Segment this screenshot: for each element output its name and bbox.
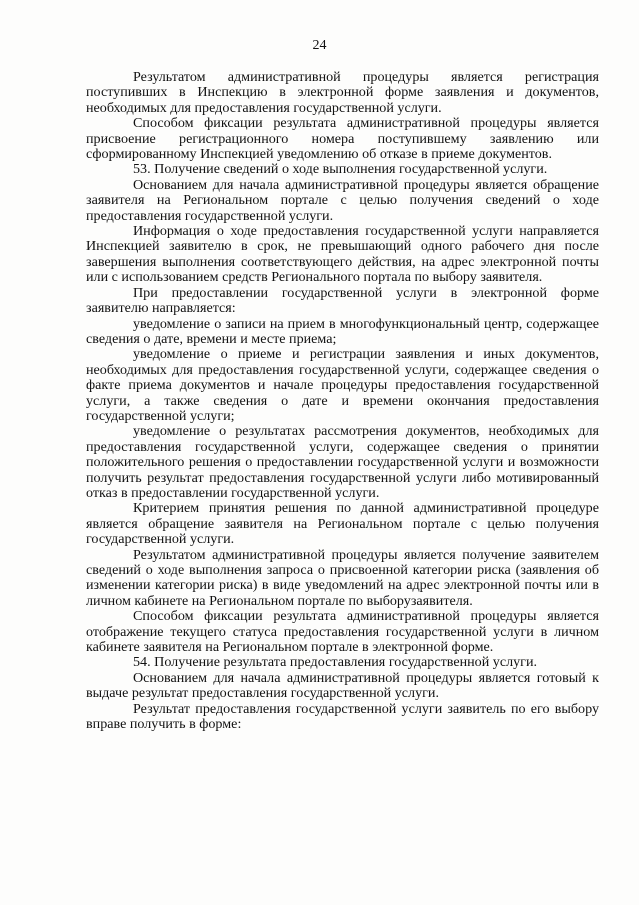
section-heading-53: 53. Получение сведений о ходе выполнения государственной услуги. [133,161,548,178]
paragraph: Результат предоставления государственной услуги заявитель по его выбору вправе получить в форме: [86,700,599,733]
paragraph: Способом фиксации результата административной процедуры является присвоение регистрационного номера поступившему заявлению или сформированному Инспекцией уведомлению об отказе в приеме документов. [86,115,599,163]
list-item: уведомление о записи на прием в многофункциональный центр, содержащее сведения о дате, времени и месте приема; [86,315,599,347]
paragraph: Критерием принятия решения по данной административной процедуре является обращение заявителя на Региональном портале с целью получения государственной услуги. [86,500,599,548]
list-item: уведомление о приеме и регистрации заявления и иных документов, необходимых для предоставления государственной услуги, содержащее сведения о факте приема документов и начале процедуры предоставления государственной услуги, а также сведения о дате и времени окончания предоставления государственной услуги; [86,346,599,424]
section-heading-54: 54. Получение результата предоставления государственной услуги. [133,654,538,671]
paragraph: Результатом административной процедуры является получение заявителем сведений о ходе выполнения запроса о присвоенной категории риска (заявления об изменении категории риска) в виде уведомлений на адрес электронной почты или в личном кабинете на Региональном портале по выборузаявителя. [86,546,599,609]
list-item: уведомление о результатах рассмотрения документов, необходимых для предоставления государственной услуги, содержащее сведения о принятии положительного решения о предоставлении государственной услуги и возможности получить результат предоставления государственной услуги либо мотивированный отказ в предоставлении государственной услуги. [86,423,599,501]
paragraph: Результатом административной процедуры является регистрация поступивших в Инспекцию в электронной форме заявления и документов, необходимых для предоставления государственной услуги. [86,69,599,116]
paragraph: Способом фиксации результата административной процедуры является отображение текущего статуса предоставления государственной услуги в личном кабинете заявителя на Региональном портале в электронной форме. [86,608,599,656]
document-body [86,70,599,732]
paragraph: Информация о ходе предоставления государственной услуги направляется Инспекцией заявителю в срок, не превышающий одного рабочего дня после завершения выполнения соответствующего действия, на адрес электронной почты или с использованием средств Регионального портала по выбору заявителя. [86,223,599,286]
paragraph: При предоставлении государственной услуги в электронной форме заявителю направляется: [86,284,599,317]
paragraph: Основанием для начала административной процедуры является готовый к выдаче результат предоставления государственной услуги. [86,669,599,702]
page-number: 24 [312,38,327,53]
paragraph: Основанием для начала административной процедуры является обращение заявителя на Региональном портале с целью получения сведений о ходе предоставления государственной услуги. [86,176,599,224]
